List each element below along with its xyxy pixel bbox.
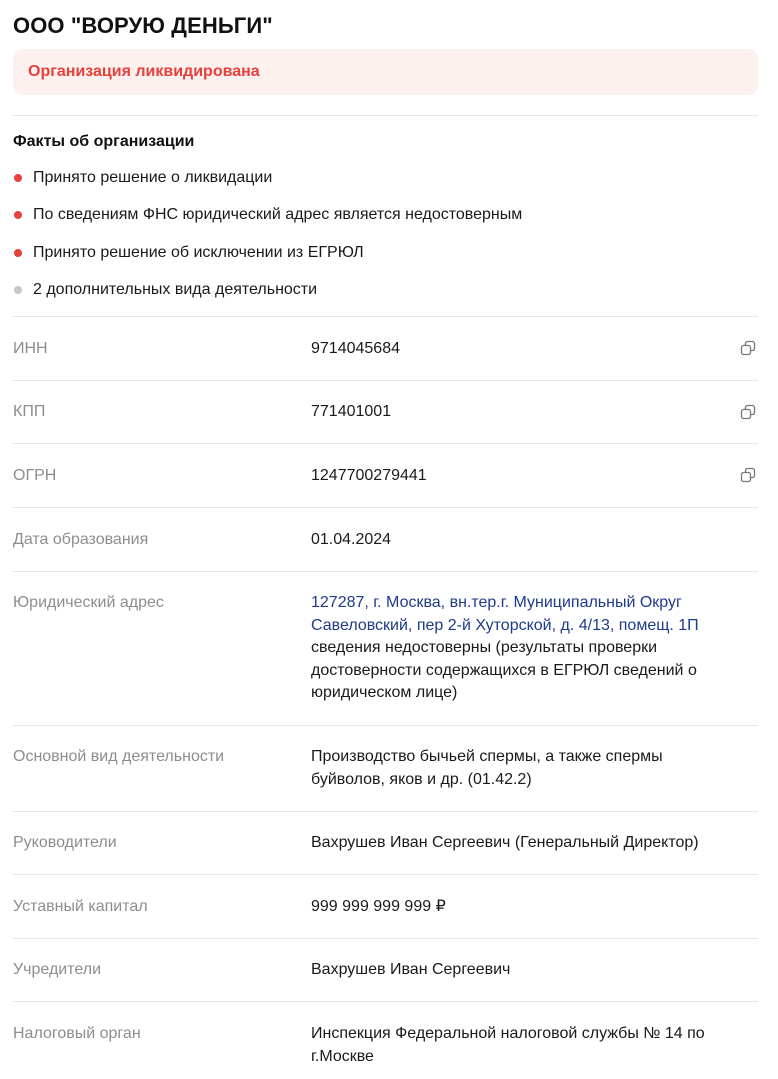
fact-text: Принято решение об исключении из ЕГРЮЛ	[33, 243, 364, 261]
row-tax-office	[13, 1002, 758, 1078]
address-block	[311, 592, 758, 725]
inn-value: 9714045684	[311, 339, 400, 357]
tax-office-label: Налоговый орган	[13, 1025, 141, 1042]
ogrn-value: 1247700279441	[311, 466, 427, 484]
row-capital	[13, 875, 758, 939]
copy-icon[interactable]	[740, 467, 756, 483]
page-title: ООО "ВОРУЮ ДЕНЬГИ"	[13, 13, 273, 38]
inn-label: ИНН	[13, 339, 48, 357]
divider	[13, 115, 758, 116]
row-heads	[13, 812, 758, 875]
heads-value[interactable]: Вахрушев Иван Сергеевич (Генеральный Директор)	[311, 834, 699, 851]
row-inn	[13, 317, 758, 381]
row-founded	[13, 508, 758, 572]
facts-list	[13, 159, 758, 309]
founded-label: Дата образования	[13, 530, 149, 548]
facts-title: Факты об организации	[13, 133, 195, 150]
fact-item	[13, 159, 758, 197]
row-address	[13, 572, 758, 726]
red-dot-icon	[14, 249, 22, 257]
kpp-label: КПП	[13, 403, 46, 420]
kpp-value: 771401001	[311, 403, 392, 420]
heads-label: Руководители	[13, 834, 117, 851]
row-kpp	[13, 381, 758, 444]
fact-item-more-activities[interactable]	[13, 272, 758, 310]
founded-value: 01.04.2024	[311, 530, 392, 548]
fact-text: Принято решение о ликвидации	[33, 168, 273, 186]
fact-item	[13, 234, 758, 272]
ogrn-label: ОГРН	[13, 466, 57, 484]
copy-icon[interactable]	[740, 404, 756, 420]
capital-value: 999 999 999 999 ₽	[311, 897, 446, 915]
row-activity	[13, 726, 758, 812]
address-label: Юридический адрес	[13, 594, 164, 611]
fact-text: По сведениям ФНС юридический адрес является недостоверным	[33, 206, 523, 224]
fact-item	[13, 197, 758, 235]
red-dot-icon	[14, 211, 22, 219]
founders-value[interactable]: Вахрушев Иван Сергеевич	[311, 961, 511, 978]
copy-icon[interactable]	[740, 340, 756, 356]
red-dot-icon	[14, 174, 22, 182]
row-founders	[13, 939, 758, 1002]
gray-dot-icon	[14, 286, 22, 294]
address-link[interactable]: 127287, г. Москва, вн.тер.г. Муниципальный Округ Савеловский, пер 2-й Хуторской, д. 4/13, помещ. 1П	[311, 594, 699, 634]
status-text: Организация ликвидирована	[28, 63, 260, 80]
fact-text[interactable]: 2 дополнительных вида деятельности	[33, 281, 318, 299]
activity-label: Основной вид деятельности	[13, 748, 225, 765]
tax-office-value: Инспекция Федеральной налоговой службы № 14 по г.Москве	[311, 1025, 705, 1065]
activity-value: Производство бычьей спермы, а также спермы буйволов, яков и др. (01.42.2)	[311, 748, 663, 788]
capital-label: Уставный капитал	[13, 897, 148, 915]
founders-label: Учредители	[13, 961, 102, 978]
status-banner	[13, 49, 758, 95]
details-table	[13, 317, 758, 1078]
row-ogrn	[13, 444, 758, 508]
address-warning: сведения недостоверны (результаты проверки достоверности содержащихся в ЕГРЮЛ сведений о юридическом лице)	[311, 639, 697, 701]
